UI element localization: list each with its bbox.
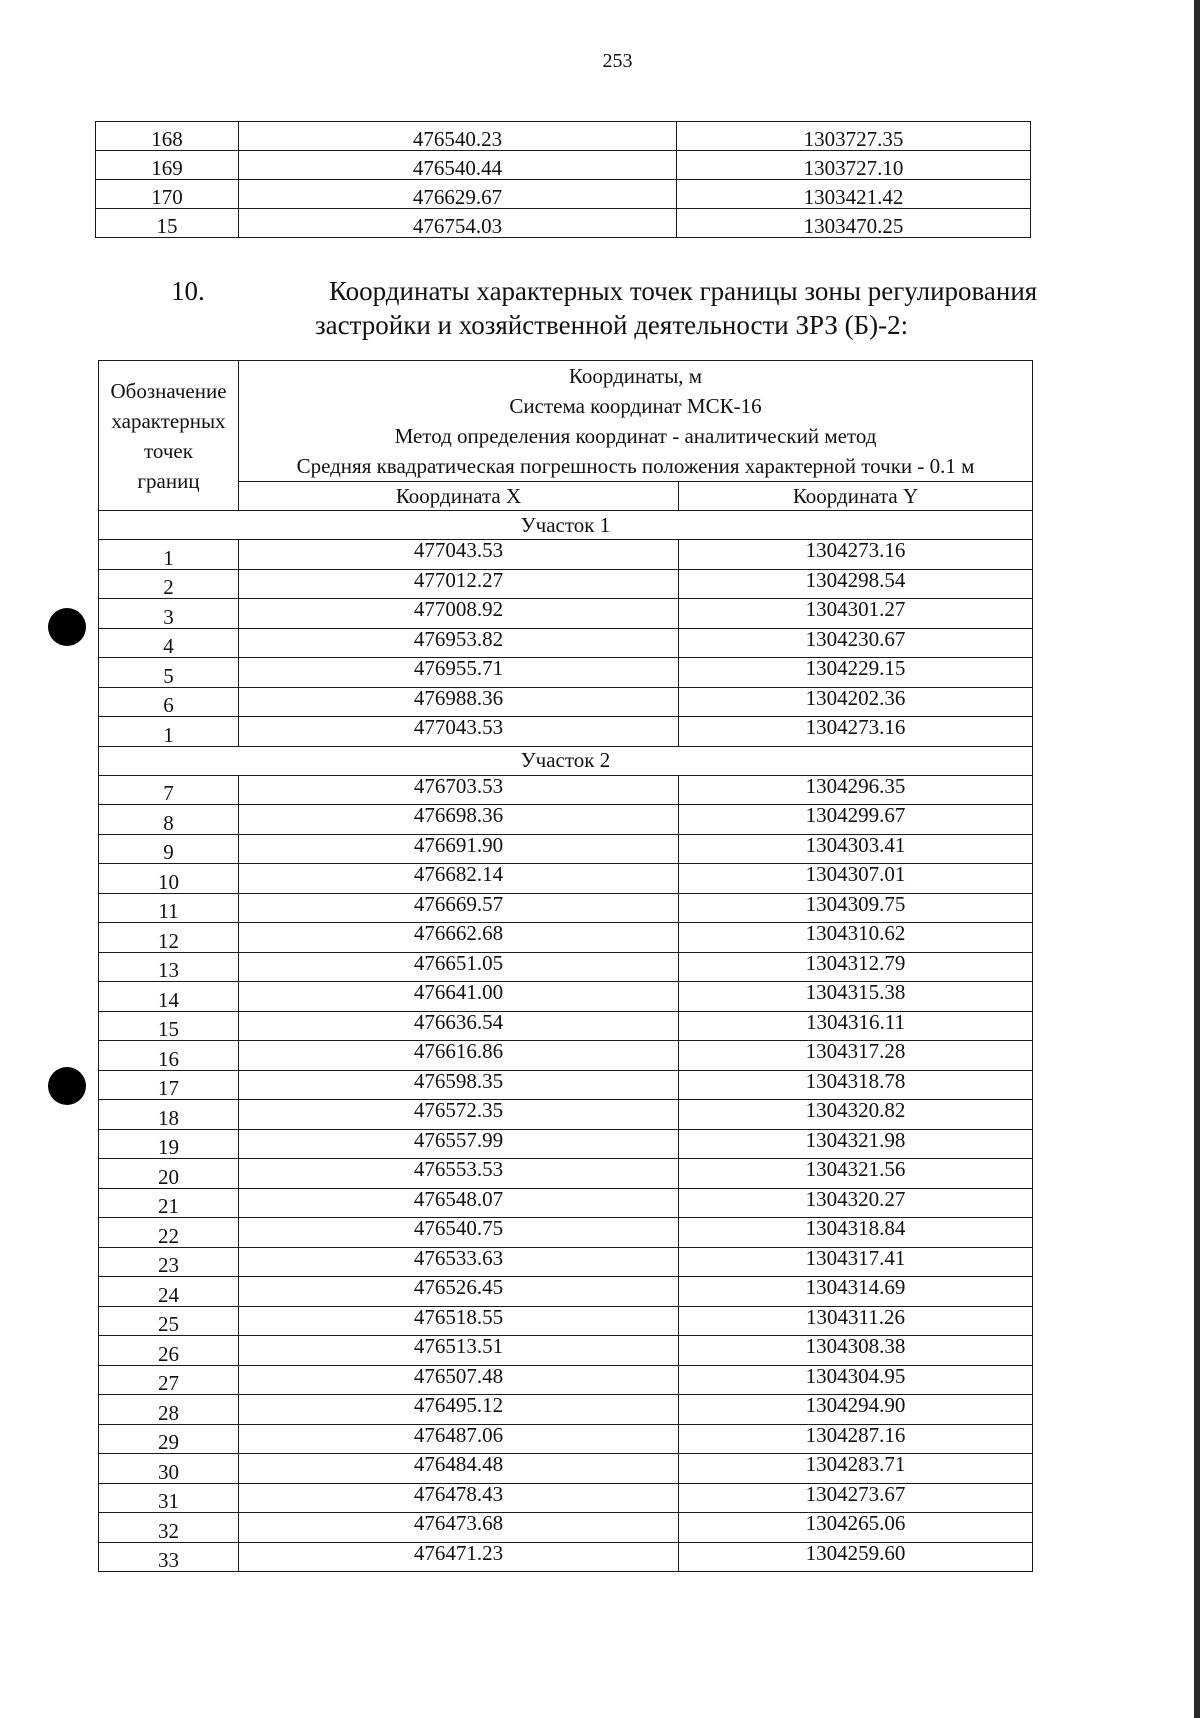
point-number: 11	[99, 893, 239, 923]
point-number: 28	[99, 1395, 239, 1425]
table-row	[99, 893, 1033, 923]
coordinate-x: 476572.35	[239, 1100, 679, 1130]
coordinate-y: 1304283.71	[679, 1454, 1033, 1484]
coordinate-y: 1304321.98	[679, 1129, 1033, 1159]
point-number: 26	[99, 1336, 239, 1366]
coordinate-y: 1304317.28	[679, 1041, 1033, 1071]
section-row	[99, 511, 1033, 540]
coordinate-y: 1304287.16	[679, 1424, 1033, 1454]
coordinate-y: 1304311.26	[679, 1306, 1033, 1336]
table-row	[99, 1424, 1033, 1454]
point-number: 10	[99, 864, 239, 894]
table-row	[99, 952, 1033, 982]
page-number: 253	[602, 50, 633, 72]
point-number: 17	[99, 1070, 239, 1100]
coordinate-y: 1304317.41	[679, 1247, 1033, 1277]
table-row	[99, 982, 1033, 1012]
coords-system: Система координат МСК-16	[509, 394, 762, 418]
table-row	[99, 805, 1033, 835]
point-number: 33	[99, 1542, 239, 1572]
table-row	[96, 180, 1031, 209]
point-number: 5	[99, 658, 239, 688]
coords-accuracy: Средняя квадратическая погрешность положения характерной точки - 0.1 м	[296, 454, 975, 478]
table-row	[99, 775, 1033, 805]
point-number: 22	[99, 1218, 239, 1248]
table-header-row	[99, 361, 1033, 482]
point-number: 14	[99, 982, 239, 1012]
point-number: 31	[99, 1483, 239, 1513]
table-row	[99, 1129, 1033, 1159]
coordinate-y: 1304294.90	[679, 1395, 1033, 1425]
coordinate-y: 1304308.38	[679, 1336, 1033, 1366]
coordinate-y: 1304309.75	[679, 893, 1033, 923]
coordinate-x: 476641.00	[239, 982, 679, 1012]
coords-method: Метод определения координат - аналитический метод	[394, 424, 877, 448]
coordinate-y: 1304303.41	[679, 834, 1033, 864]
table-row	[99, 1513, 1033, 1543]
coordinate-y: 1304312.79	[679, 952, 1033, 982]
point-label-line: Обозначение	[110, 378, 227, 403]
coordinate-y: 1304259.60	[679, 1542, 1033, 1572]
coordinate-y: 1304298.54	[679, 569, 1033, 599]
table-row	[99, 1218, 1033, 1248]
coordinate-x: 476473.68	[239, 1513, 679, 1543]
coordinate-y: 1304202.36	[679, 687, 1033, 717]
coordinate-x: 476616.86	[239, 1041, 679, 1071]
point-label-line: точек	[144, 438, 193, 463]
coordinate-x: 477008.92	[239, 599, 679, 629]
table-row	[99, 569, 1033, 599]
continued-coordinates-table	[95, 121, 1031, 238]
point-number: 169	[96, 151, 239, 180]
point-label-line: характерных	[111, 408, 226, 433]
table-row	[99, 1395, 1033, 1425]
point-number: 1	[99, 717, 239, 747]
coordinate-x: 476651.05	[239, 952, 679, 982]
coordinate-x: 476518.55	[239, 1306, 679, 1336]
coordinate-x: 476478.43	[239, 1483, 679, 1513]
table-row	[99, 834, 1033, 864]
table-row	[99, 1247, 1033, 1277]
point-number: 29	[99, 1424, 239, 1454]
table-row	[99, 923, 1033, 953]
zone-coordinates-table	[98, 360, 1033, 1572]
coordinate-x: 476669.57	[239, 893, 679, 923]
point-number: 1	[99, 540, 239, 570]
coordinate-y: 1304230.67	[679, 628, 1033, 658]
coordinate-x: 476703.53	[239, 775, 679, 805]
point-number: 25	[99, 1306, 239, 1336]
coordinate-y: 1304310.62	[679, 923, 1033, 953]
coordinate-x: 476682.14	[239, 864, 679, 894]
coordinate-x: 476662.68	[239, 923, 679, 953]
coordinate-x: 476513.51	[239, 1336, 679, 1366]
coordinate-y: 1303470.25	[677, 209, 1031, 238]
coordinate-x: 476540.23	[239, 122, 677, 151]
table-row	[99, 1011, 1033, 1041]
coordinate-y: 1304316.11	[679, 1011, 1033, 1041]
point-number: 15	[99, 1011, 239, 1041]
section-title: Участок 2	[99, 746, 1033, 775]
section-number: 10.	[171, 276, 205, 306]
coordinate-x: 476540.44	[239, 151, 677, 180]
coordinate-x: 477043.53	[239, 717, 679, 747]
point-number: 4	[99, 628, 239, 658]
point-number: 23	[99, 1247, 239, 1277]
coordinate-y: 1304318.84	[679, 1218, 1033, 1248]
coordinate-x: 477043.53	[239, 540, 679, 570]
point-number: 2	[99, 569, 239, 599]
coordinate-y: 1304318.78	[679, 1070, 1033, 1100]
point-number: 8	[99, 805, 239, 835]
coordinate-x: 476495.12	[239, 1395, 679, 1425]
table-row	[99, 1041, 1033, 1071]
point-number: 16	[99, 1041, 239, 1071]
point-number: 6	[99, 687, 239, 717]
table-row	[99, 1306, 1033, 1336]
coordinate-y: 1303727.35	[677, 122, 1031, 151]
coordinate-x: 476629.67	[239, 180, 677, 209]
coordinate-x: 476988.36	[239, 687, 679, 717]
coordinate-x: 477012.27	[239, 569, 679, 599]
coordinate-y: 1304321.56	[679, 1159, 1033, 1189]
point-number: 9	[99, 834, 239, 864]
coordinate-y: 1304301.27	[679, 599, 1033, 629]
coordinate-y: 1304299.67	[679, 805, 1033, 835]
coordinate-x: 476636.54	[239, 1011, 679, 1041]
coordinate-y: 1304315.38	[679, 982, 1033, 1012]
coordinate-x: 476533.63	[239, 1247, 679, 1277]
heading-line-2: застройки и хозяйственной деятельности ЗРЗ (Б)-2:	[315, 310, 909, 340]
table-row	[99, 1483, 1033, 1513]
point-number: 27	[99, 1365, 239, 1395]
coords-title: Координаты, м	[568, 364, 703, 388]
table-row	[99, 1188, 1033, 1218]
coordinate-y: 1304273.16	[679, 540, 1033, 570]
coordinate-y: 1303421.42	[677, 180, 1031, 209]
coords-header	[239, 361, 1033, 482]
coordinate-y: 1304320.82	[679, 1100, 1033, 1130]
coordinate-x: 476487.06	[239, 1424, 679, 1454]
point-number: 30	[99, 1454, 239, 1484]
section-title: Участок 1	[99, 511, 1033, 540]
point-number: 170	[96, 180, 239, 209]
coordinate-x: 476553.53	[239, 1159, 679, 1189]
point-number: 24	[99, 1277, 239, 1307]
table-row	[99, 1365, 1033, 1395]
table-row	[99, 628, 1033, 658]
table-row	[99, 1454, 1033, 1484]
coordinate-x: 476471.23	[239, 1542, 679, 1572]
point-number: 32	[99, 1513, 239, 1543]
point-number: 20	[99, 1159, 239, 1189]
point-number: 12	[99, 923, 239, 953]
table-row	[99, 599, 1033, 629]
coordinate-y: 1304273.16	[679, 717, 1033, 747]
table-row	[96, 151, 1031, 180]
table-row	[96, 122, 1031, 151]
coordinate-x: 476484.48	[239, 1454, 679, 1484]
coordinate-x: 476548.07	[239, 1188, 679, 1218]
table-row	[99, 1277, 1033, 1307]
coordinate-x: 476754.03	[239, 209, 677, 238]
heading-line-1: Координаты характерных точек границы зоны регулирования	[329, 276, 1038, 306]
table-row	[99, 540, 1033, 570]
point-number: 19	[99, 1129, 239, 1159]
coordinate-y: 1304314.69	[679, 1277, 1033, 1307]
point-number: 7	[99, 775, 239, 805]
coordinate-y: 1304320.27	[679, 1188, 1033, 1218]
point-label-line: границ	[137, 468, 200, 493]
table-row	[99, 687, 1033, 717]
table-row	[99, 658, 1033, 688]
coordinate-y: 1304296.35	[679, 775, 1033, 805]
point-number: 21	[99, 1188, 239, 1218]
section-row	[99, 746, 1033, 775]
table-row	[99, 717, 1033, 747]
column-y-header: Координата Y	[679, 482, 1033, 511]
page-edge	[1194, 0, 1200, 1718]
point-label-header	[99, 361, 239, 511]
coordinate-x: 476691.90	[239, 834, 679, 864]
point-number: 13	[99, 952, 239, 982]
coordinate-x: 476955.71	[239, 658, 679, 688]
point-number: 18	[99, 1100, 239, 1130]
column-x-header: Координата X	[239, 482, 679, 511]
coordinate-x: 476598.35	[239, 1070, 679, 1100]
table-row	[99, 1336, 1033, 1366]
table-row	[99, 1070, 1033, 1100]
table-row	[99, 864, 1033, 894]
column-header-row	[99, 482, 1033, 511]
coordinate-y: 1304229.15	[679, 658, 1033, 688]
table-row	[99, 1542, 1033, 1572]
table-row	[99, 1100, 1033, 1130]
coordinate-x: 476953.82	[239, 628, 679, 658]
table-row	[96, 209, 1031, 238]
coordinate-x: 476540.75	[239, 1218, 679, 1248]
coordinate-y: 1304304.95	[679, 1365, 1033, 1395]
coordinate-y: 1303727.10	[677, 151, 1031, 180]
point-number: 3	[99, 599, 239, 629]
coordinate-y: 1304307.01	[679, 864, 1033, 894]
coordinate-x: 476526.45	[239, 1277, 679, 1307]
coordinate-x: 476557.99	[239, 1129, 679, 1159]
coordinate-y: 1304273.67	[679, 1483, 1033, 1513]
table-row	[99, 1159, 1033, 1189]
point-number: 168	[96, 122, 239, 151]
coordinate-x: 476507.48	[239, 1365, 679, 1395]
punch-hole-top	[48, 608, 86, 646]
coordinate-y: 1304265.06	[679, 1513, 1033, 1543]
punch-hole-bottom	[48, 1067, 86, 1105]
coordinate-x: 476698.36	[239, 805, 679, 835]
point-number: 15	[96, 209, 239, 238]
